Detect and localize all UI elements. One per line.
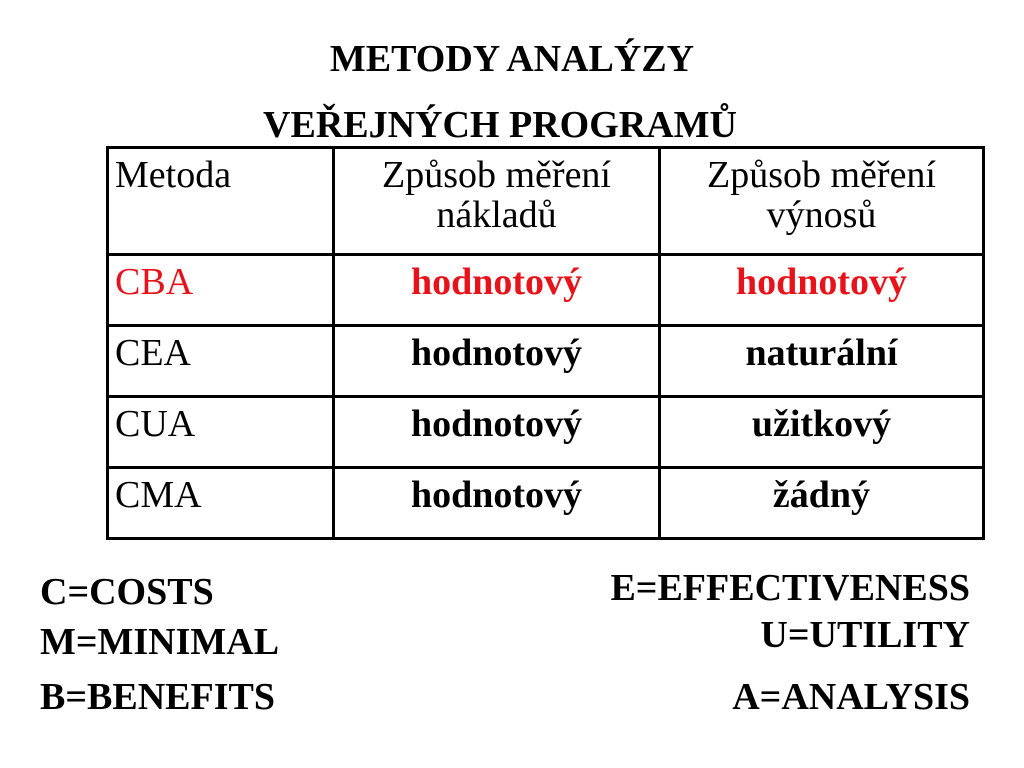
row-benefit: naturální: [660, 326, 984, 397]
header-benefit: [660, 148, 984, 255]
legend-utility: U=UTILITY: [760, 614, 970, 656]
header-method: [108, 148, 334, 255]
row-cost: hodnotový: [334, 326, 660, 397]
table-row: [108, 468, 984, 539]
row-method: CMA: [108, 468, 334, 539]
row-cost: hodnotový: [334, 397, 660, 468]
header-cost-line-1: Způsob měření: [381, 154, 611, 196]
row-benefit: hodnotový: [660, 255, 984, 326]
legend-costs: C=COSTS: [40, 571, 214, 613]
header-benefit-line-1: Způsob měření: [706, 154, 936, 196]
row-method: CUA: [108, 397, 334, 468]
row-cost: hodnotový: [334, 255, 660, 326]
legend-benefits: B=BENEFITS: [40, 676, 275, 718]
legend-minimal: M=MINIMAL: [40, 621, 280, 663]
header-cost: [334, 148, 660, 255]
legend-effectiveness: E=EFFECTIVENESS: [610, 567, 970, 609]
header-benefit-line-2: výnosů: [766, 194, 877, 236]
row-benefit: užitkový: [660, 397, 984, 468]
row-benefit: žádný: [660, 468, 984, 539]
methods-table: [106, 146, 985, 540]
header-cost-line-2: nákladů: [436, 194, 557, 236]
title-line-2: VEŘEJNÝCH PROGRAMŮ: [263, 104, 737, 146]
table-row: [108, 326, 984, 397]
title-line-1: METODY ANALÝZY: [329, 38, 695, 80]
row-method: CEA: [108, 326, 334, 397]
table-row: [108, 255, 984, 326]
header-method-label: Metoda: [115, 154, 232, 196]
legend-analysis: A=ANALYSIS: [732, 676, 970, 718]
row-method: CBA: [108, 255, 334, 326]
row-cost: hodnotový: [334, 468, 660, 539]
table-header-row: [108, 148, 984, 255]
table-row: [108, 397, 984, 468]
